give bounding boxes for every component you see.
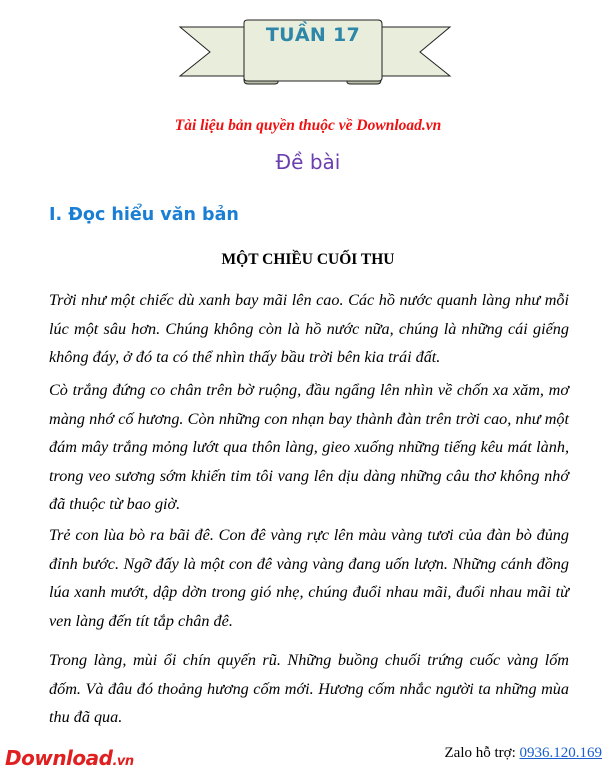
ribbon-banner-icon: [0, 0, 616, 100]
support-label: Zalo hỗ trợ:: [444, 745, 520, 761]
story-paragraph: Cò trắng đứng co chân trên bờ ruộng, đầu ngẩng lên nhìn về chốn xa xăm, mơ màng nhớ cố hương. Còn những con nhạn bay thành đàn trên trời cao, như một đám mây trắng mỏng lướt qua thôn làng, gieo xuống những tiếng kêu mát lành, trong veo sương sớm khiến tim tôi vang lên dịu dàng những câu thơ không nhớ đã thuộc từ bao giờ.: [49, 381, 569, 514]
week-title: TUẦN 17: [265, 24, 361, 46]
story-paragraph: Trời như một chiếc dù xanh bay mãi lên cao. Các hồ nước quanh làng như mỗi lúc một sâu hơn. Chúng không còn là hồ nước nữa, chúng là những cái giếng không đáy, ở đó ta có thể nhìn thấy bầu trời bên kia trái đất.: [49, 291, 569, 367]
page-subtitle: Đề bài: [275, 150, 341, 174]
story-paragraph: Trẻ con lùa bò ra bãi đê. Con đê vàng rực lên màu vàng tươi của đàn bò đủng đỉnh bước. Ngỡ đấy là một con đê vàng vàng đang uốn lượn. Những cánh đồng lúa xanh mướt, dập dờn trong gió nhẹ, chúng đuổi nhau mãi, đuổi nhau mãi từ ven làng đến tít tắp chân đê.: [49, 526, 569, 630]
story-title: MỘT CHIỀU CUỐI THU: [221, 251, 395, 268]
section-heading: I. Đọc hiểu văn bản: [49, 205, 239, 225]
support-phone-link[interactable]: 0936.120.169: [519, 745, 602, 761]
logo-tld-text: .vn: [112, 754, 134, 769]
download-logo: [5, 746, 134, 770]
story-paragraph: Trong làng, mùi ổi chín quyến rũ. Những buồng chuối trứng cuốc vàng lốm đốm. Và đâu đó thoảng hương cốm mới. Hương cốm nhắc người ta những mùa thu đã qua.: [49, 651, 569, 727]
week-banner: [0, 0, 616, 100]
logo-main-text: Download: [5, 746, 113, 770]
zalo-support: [445, 745, 603, 762]
copyright-notice: Tài liệu bản quyền thuộc về Download.vn: [174, 117, 442, 134]
